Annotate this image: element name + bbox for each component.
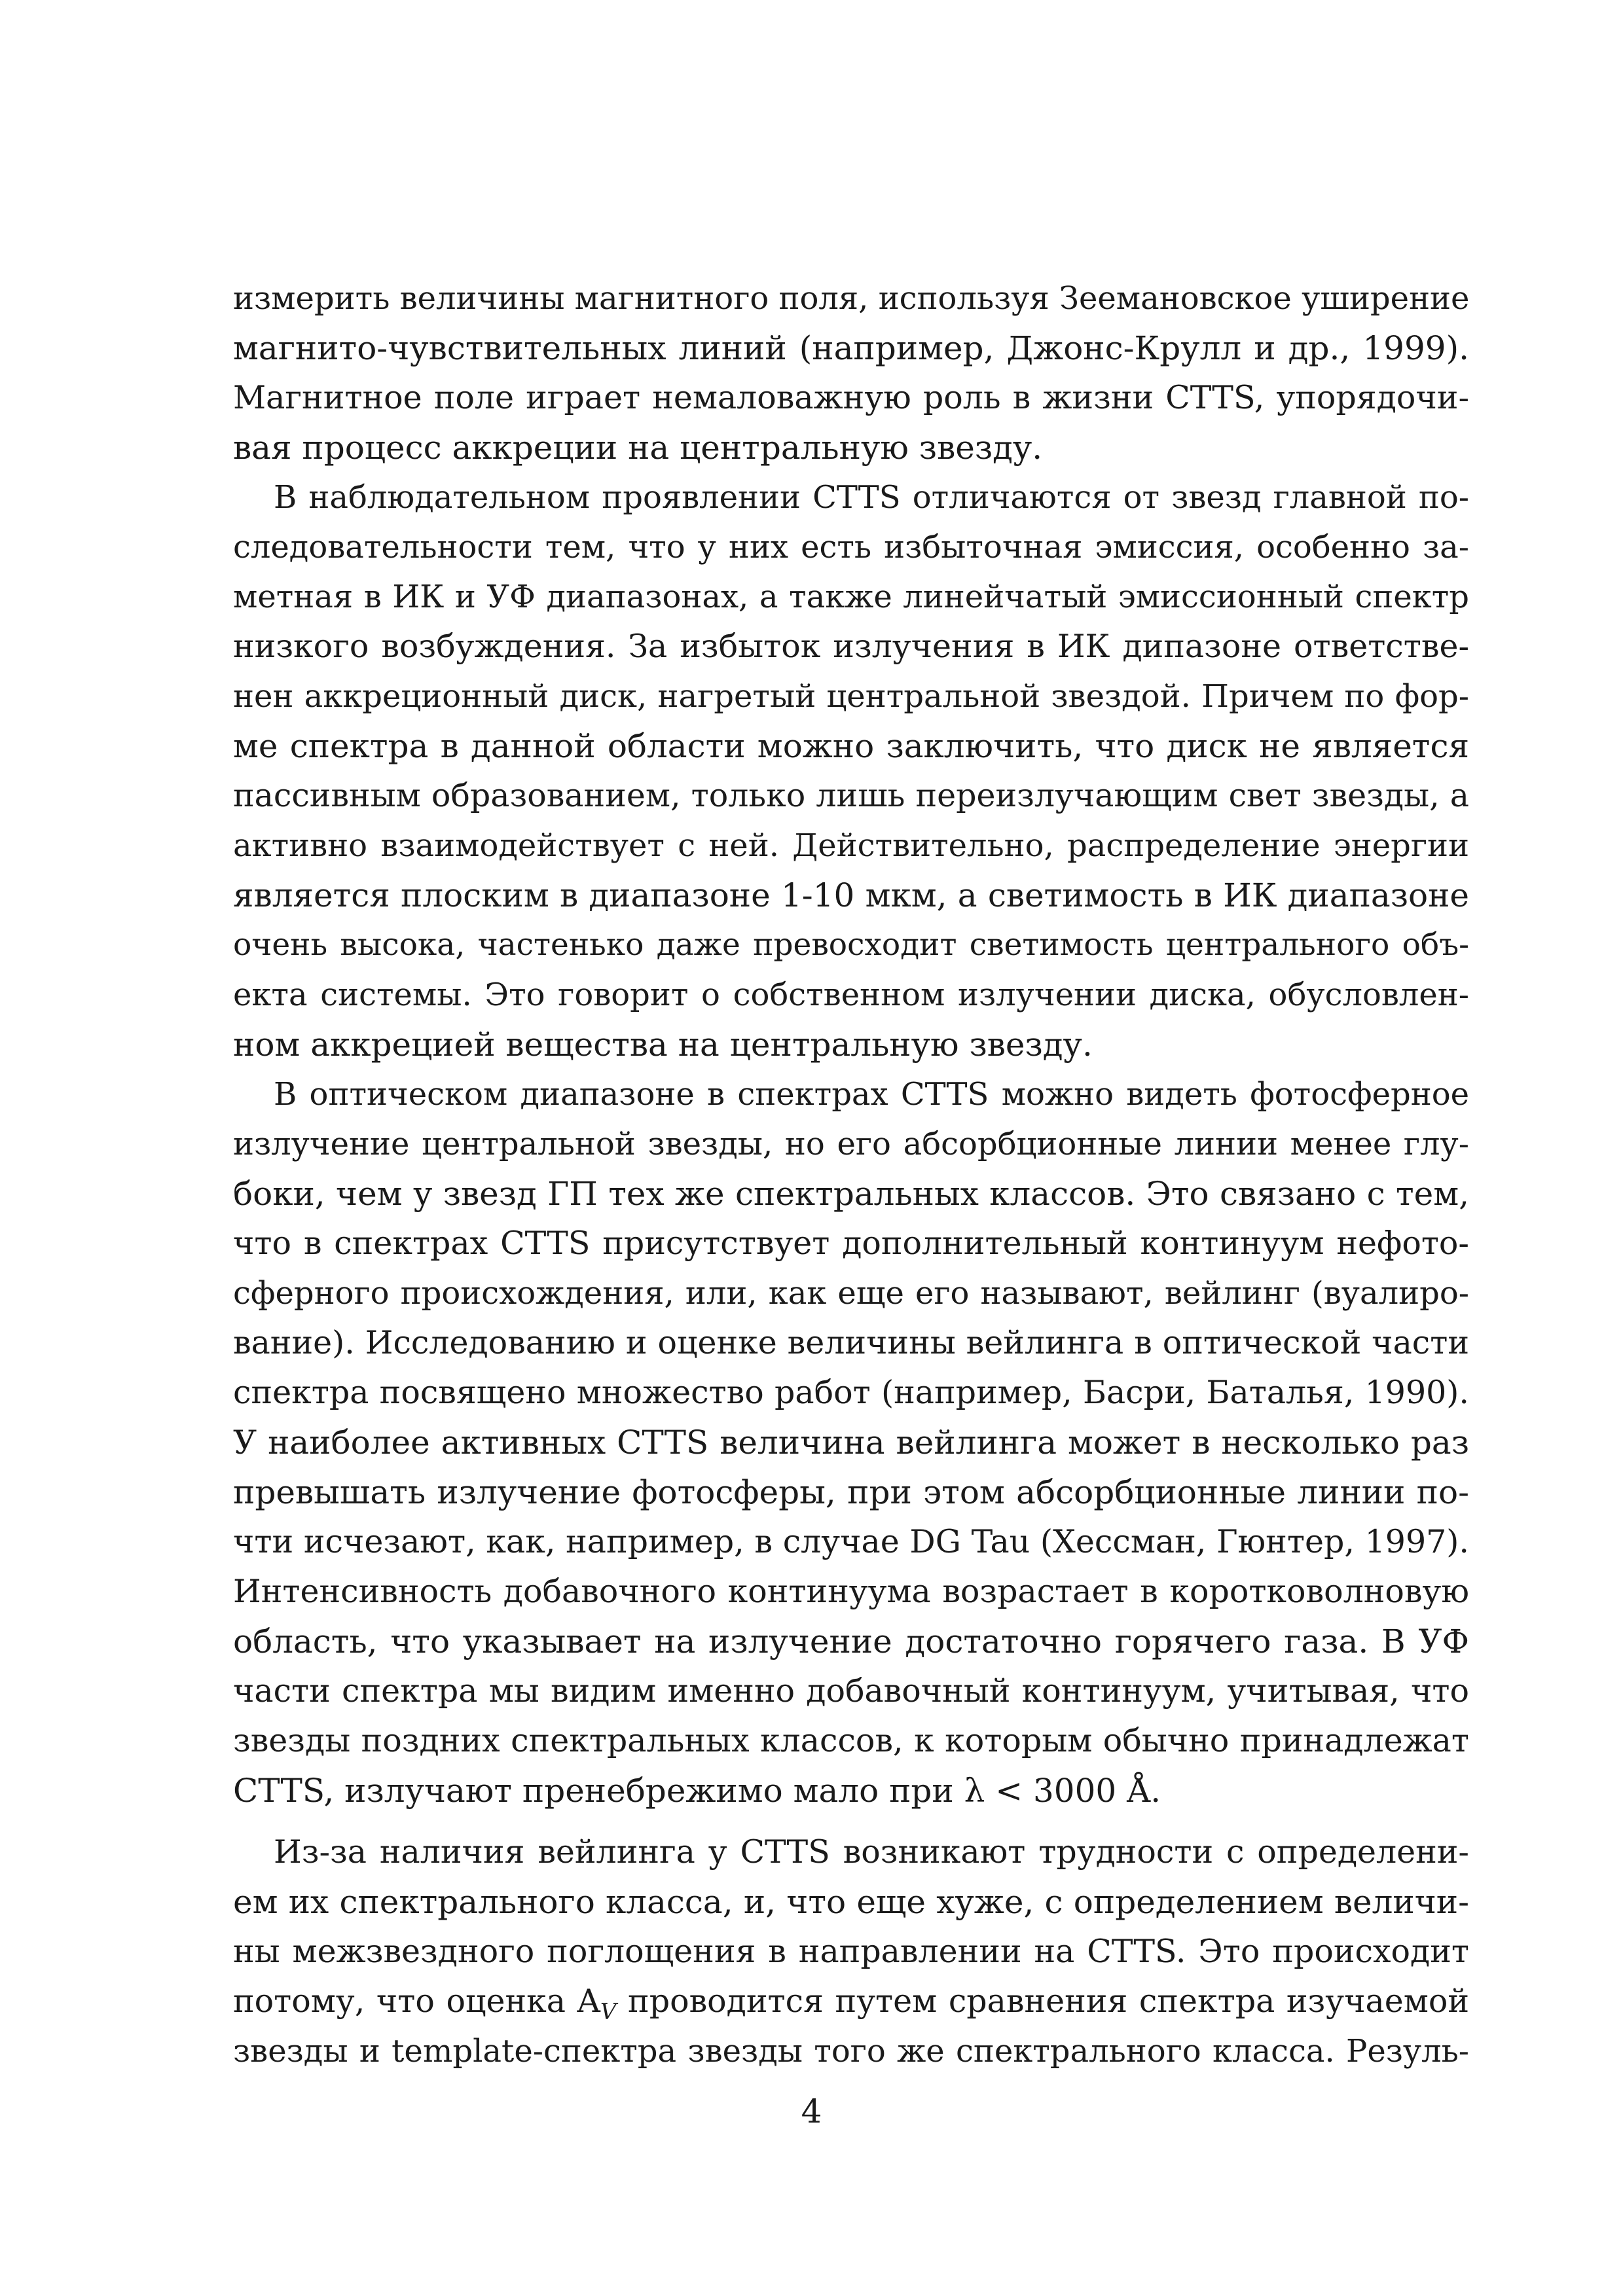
page-number: 4 [801, 2092, 822, 2130]
text-line: звезды и template-спектра звезды того же спектрального класса. Резуль- [233, 2033, 1469, 2070]
text-line: низкого возбуждения. За избыток излучения в ИК дипазоне ответстве- [233, 628, 1469, 665]
body-text [233, 274, 1469, 2076]
text-line: следовательности тем, что у них есть избыточная эмиссия, особенно за- [233, 529, 1469, 565]
text-line: нен аккреционный диск, нагретый центральной звездой. Причем по фор- [233, 678, 1469, 715]
text-line: сферного происхождения, или, как еще его называют, вейлинг (вуалиро- [233, 1275, 1469, 1312]
text-line: звезды поздних спектральных классов, к которым обычно принадлежат [233, 1722, 1469, 1759]
paragraph [233, 1069, 1469, 1816]
text-line: екта системы. Это говорит о собственном излучении диска, обусловлен- [233, 977, 1469, 1013]
text-line: вание). Исследованию и оценке величины вейлинга в оптической части [233, 1324, 1469, 1361]
text-line: спектра посвящено множество работ (например, Басри, Баталья, 1990). [233, 1374, 1469, 1411]
text-line: потому, что оценка $A_V$ проводится путем сравнения спектра изучаемой [233, 1982, 1469, 2025]
text-line: ем их спектрального класса, и, что еще хуже, с определением величи- [233, 1883, 1469, 1921]
text-line: магнито-чувствительных линий (например, Джонс-Крулл и др., 1999). [233, 329, 1469, 367]
paragraph [233, 1827, 1469, 2076]
paragraph [233, 473, 1469, 1069]
text-line: ны межзвездного поглощения в направлении на CTTS. Это происходит [233, 1933, 1469, 1970]
text-line: является плоским в диапазоне 1-10 мкм, а светимость в ИК диапазоне [233, 876, 1469, 914]
text-line: активно взаимодействует с ней. Действительно, распределение энергии [233, 827, 1469, 864]
text-line: очень высока, частенько даже превосходит светимость центрального объ- [233, 927, 1469, 963]
text-line: пассивным образованием, только лишь переизлучающим свет звезды, а [233, 777, 1469, 814]
text-line: В оптическом диапазоне в спектрах CTTS можно видеть фотосферное [274, 1076, 1469, 1113]
text-line: превышать излучение фотосферы, при этом абсорбционные линии по- [233, 1473, 1469, 1511]
text-line: части спектра мы видим именно добавочный континуум, учитывая, что [233, 1672, 1469, 1710]
text-line: излучение центральной звезды, но его абсорбционные линии менее глу- [233, 1126, 1469, 1162]
text-line: У наиболее активных CTTS величина вейлинга может в несколько раз [233, 1424, 1469, 1462]
text-line: ме спектра в данной области можно заключить, что диск не является [233, 727, 1469, 765]
text-line: измерить величины магнитного поля, используя Зеемановское уширение [233, 280, 1470, 317]
text-line: что в спектрах CTTS присутствует дополнительный континуум нефото- [233, 1225, 1469, 1262]
text-line: чти исчезают, как, например, в случае DG Tau (Хессман, Гюнтер, 1997). [233, 1523, 1469, 1560]
text-line: область, что указывает на излучение достаточно горячего газа. В УФ [233, 1623, 1469, 1660]
text-line: боки, чем у звезд ГП тех же спектральных классов. Это связано с тем, [233, 1175, 1469, 1213]
text-line: Интенсивность добавочного континуума возрастает в коротковолновую [233, 1573, 1469, 1610]
text-line: В наблюдательном проявлении CTTS отличаются от звезд главной по- [274, 479, 1469, 516]
paragraph [233, 274, 1469, 473]
text-line: Магнитное поле играет немаловажную роль в жизни CTTS, упорядочи- [233, 379, 1469, 416]
text-line: Из-за наличия вейлинга у CTTS возникают трудности с определени- [274, 1833, 1469, 1871]
text-line: CTTS, излучают пренебрежимо мало при λ < 3000 Å. [233, 1772, 1161, 1810]
text-line: метная в ИК и УФ диапазонах, а также линейчатый эмиссионный спектр [233, 579, 1469, 615]
text-line: вая процесс аккреции на центральную звезду. [233, 429, 1043, 467]
text-line: ном аккрецией вещества на центральную звезду. [233, 1026, 1093, 1064]
